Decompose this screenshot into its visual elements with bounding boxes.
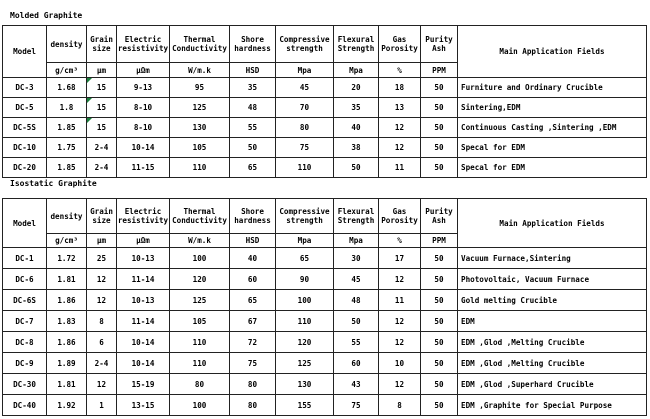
cell-ash: 50 bbox=[421, 374, 458, 395]
header-application: Main Application Fields bbox=[458, 26, 647, 78]
cell-application: Photovoltaic, Vacuum Furnace bbox=[458, 269, 647, 290]
unit-density: g/cm³ bbox=[47, 234, 87, 248]
cell-grain-size: 15 bbox=[87, 118, 117, 138]
cell-grain-size: 12 bbox=[87, 290, 117, 311]
cell-application: EDM ,Glod ,Melting Crucible bbox=[458, 353, 647, 374]
cell-porosity: 12 bbox=[379, 311, 421, 332]
cell-model: DC-40 bbox=[3, 395, 47, 416]
cell-flexural: 20 bbox=[334, 78, 379, 98]
cell-conductivity: 120 bbox=[170, 269, 230, 290]
header-density: density bbox=[47, 199, 87, 234]
cell-flexural: 50 bbox=[334, 158, 379, 178]
cell-model: DC-3 bbox=[3, 78, 47, 98]
cell-compressive: 45 bbox=[276, 78, 334, 98]
table-row bbox=[3, 395, 647, 416]
molded-header-row bbox=[3, 26, 647, 63]
header-thermal-conductivity: Thermal Conductivity bbox=[170, 26, 230, 63]
cell-resistivity: 10-14 bbox=[117, 332, 170, 353]
cell-grain-size: 15 bbox=[87, 98, 117, 118]
cell-compressive: 155 bbox=[276, 395, 334, 416]
cell-flexural: 60 bbox=[334, 353, 379, 374]
cell-grain-size: 25 bbox=[87, 248, 117, 269]
cell-density: 1.86 bbox=[47, 332, 87, 353]
cell-hardness: 80 bbox=[230, 395, 276, 416]
cell-compressive: 75 bbox=[276, 138, 334, 158]
table-row bbox=[3, 332, 647, 353]
cell-hardness: 50 bbox=[230, 138, 276, 158]
cell-density: 1.75 bbox=[47, 138, 87, 158]
cell-ash: 50 bbox=[421, 395, 458, 416]
table-row bbox=[3, 138, 647, 158]
cell-application: EDM ,Glod ,Melting Crucible bbox=[458, 332, 647, 353]
unit-conductivity: W/m.k bbox=[170, 63, 230, 78]
cell-flexural: 75 bbox=[334, 395, 379, 416]
cell-model: DC-10 bbox=[3, 138, 47, 158]
cell-density: 1.81 bbox=[47, 374, 87, 395]
header-shore-hardness: Shore hardness bbox=[230, 199, 276, 234]
unit-grain-size: μm bbox=[87, 234, 117, 248]
cell-porosity: 17 bbox=[379, 248, 421, 269]
cell-grain-size: 2-4 bbox=[87, 138, 117, 158]
cell-grain-size: 12 bbox=[87, 269, 117, 290]
cell-compressive: 70 bbox=[276, 98, 334, 118]
table-row bbox=[3, 290, 647, 311]
cell-application: Gold melting Crucible bbox=[458, 290, 647, 311]
cell-flexural: 48 bbox=[334, 290, 379, 311]
cell-application: Sintering,EDM bbox=[458, 98, 647, 118]
header-grain-size: Grain size bbox=[87, 26, 117, 63]
cell-compressive: 90 bbox=[276, 269, 334, 290]
cell-resistivity: 15-19 bbox=[117, 374, 170, 395]
cell-porosity: 8 bbox=[379, 395, 421, 416]
cell-conductivity: 110 bbox=[170, 353, 230, 374]
cell-conductivity: 100 bbox=[170, 248, 230, 269]
cell-resistivity: 9-13 bbox=[117, 78, 170, 98]
cell-model: DC-6 bbox=[3, 269, 47, 290]
cell-compressive: 65 bbox=[276, 248, 334, 269]
cell-compressive: 120 bbox=[276, 332, 334, 353]
table-row bbox=[3, 248, 647, 269]
table-row bbox=[3, 118, 647, 138]
cell-model: DC-9 bbox=[3, 353, 47, 374]
cell-ash: 50 bbox=[421, 248, 458, 269]
table-row bbox=[3, 158, 647, 178]
cell-ash: 50 bbox=[421, 78, 458, 98]
cell-resistivity: 11-14 bbox=[117, 269, 170, 290]
cell-grain-size: 1 bbox=[87, 395, 117, 416]
unit-compressive: Mpa bbox=[276, 63, 334, 78]
cell-resistivity: 10-13 bbox=[117, 248, 170, 269]
cell-application: Specal for EDM bbox=[458, 138, 647, 158]
cell-density: 1.89 bbox=[47, 353, 87, 374]
cell-flexural: 45 bbox=[334, 269, 379, 290]
cell-hardness: 67 bbox=[230, 311, 276, 332]
cell-compressive: 110 bbox=[276, 311, 334, 332]
cell-flexural: 30 bbox=[334, 248, 379, 269]
cell-conductivity: 100 bbox=[170, 395, 230, 416]
cell-porosity: 12 bbox=[379, 118, 421, 138]
cell-compressive: 125 bbox=[276, 353, 334, 374]
cell-grain-size: 8 bbox=[87, 311, 117, 332]
header-model: Model bbox=[3, 26, 47, 78]
table-row bbox=[3, 374, 647, 395]
cell-porosity: 10 bbox=[379, 353, 421, 374]
cell-hardness: 65 bbox=[230, 290, 276, 311]
unit-compressive: Mpa bbox=[276, 234, 334, 248]
cell-conductivity: 105 bbox=[170, 311, 230, 332]
cell-hardness: 40 bbox=[230, 248, 276, 269]
cell-hardness: 65 bbox=[230, 158, 276, 178]
cell-application: Furniture and Ordinary Crucible bbox=[458, 78, 647, 98]
table-row bbox=[3, 98, 647, 118]
unit-flexural: Mpa bbox=[334, 63, 379, 78]
table-row bbox=[3, 269, 647, 290]
header-density: density bbox=[47, 26, 87, 63]
cell-ash: 50 bbox=[421, 311, 458, 332]
cell-ash: 50 bbox=[421, 269, 458, 290]
cell-porosity: 12 bbox=[379, 269, 421, 290]
cell-model: DC-6S bbox=[3, 290, 47, 311]
header-application: Main Application Fields bbox=[458, 199, 647, 248]
cell-model: DC-20 bbox=[3, 158, 47, 178]
cell-compressive: 100 bbox=[276, 290, 334, 311]
cell-ash: 50 bbox=[421, 118, 458, 138]
cell-model: DC-30 bbox=[3, 374, 47, 395]
unit-conductivity: W/m.k bbox=[170, 234, 230, 248]
unit-ash: PPM bbox=[421, 63, 458, 78]
unit-porosity: % bbox=[379, 63, 421, 78]
cell-porosity: 13 bbox=[379, 98, 421, 118]
cell-conductivity: 125 bbox=[170, 98, 230, 118]
cell-density: 1.83 bbox=[47, 311, 87, 332]
header-gas-porosity: Gas Porosity bbox=[379, 26, 421, 63]
cell-model: DC-1 bbox=[3, 248, 47, 269]
cell-resistivity: 10-14 bbox=[117, 138, 170, 158]
isostatic-title: Isostatic Graphite bbox=[10, 179, 97, 188]
cell-hardness: 72 bbox=[230, 332, 276, 353]
cell-conductivity: 110 bbox=[170, 332, 230, 353]
header-electric-resistivity: Electric resistivity bbox=[117, 26, 170, 63]
unit-hardness: HSD bbox=[230, 63, 276, 78]
cell-density: 1.92 bbox=[47, 395, 87, 416]
header-shore-hardness: Shore hardness bbox=[230, 26, 276, 63]
cell-conductivity: 105 bbox=[170, 138, 230, 158]
cell-flexural: 50 bbox=[334, 311, 379, 332]
header-gas-porosity: Gas Porosity bbox=[379, 199, 421, 234]
cell-grain-size: 12 bbox=[87, 374, 117, 395]
cell-compressive: 110 bbox=[276, 158, 334, 178]
cell-model: DC-7 bbox=[3, 311, 47, 332]
cell-application: EDM ,Glod ,Superhard Crucible bbox=[458, 374, 647, 395]
cell-density: 1.72 bbox=[47, 248, 87, 269]
cell-conductivity: 125 bbox=[170, 290, 230, 311]
cell-hardness: 75 bbox=[230, 353, 276, 374]
header-model: Model bbox=[3, 199, 47, 248]
cell-application: Continuous Casting ,Sintering ,EDM bbox=[458, 118, 647, 138]
unit-ash: PPM bbox=[421, 234, 458, 248]
molded-table bbox=[2, 25, 647, 178]
cell-density: 1.85 bbox=[47, 118, 87, 138]
cell-porosity: 18 bbox=[379, 78, 421, 98]
cell-grain-size: 2-4 bbox=[87, 158, 117, 178]
cell-porosity: 12 bbox=[379, 138, 421, 158]
cell-application: Specal for EDM bbox=[458, 158, 647, 178]
cell-density: 1.86 bbox=[47, 290, 87, 311]
cell-hardness: 48 bbox=[230, 98, 276, 118]
header-electric-resistivity: Electric resistivity bbox=[117, 199, 170, 234]
cell-conductivity: 130 bbox=[170, 118, 230, 138]
header-thermal-conductivity: Thermal Conductivity bbox=[170, 199, 230, 234]
isostatic-header-row bbox=[3, 199, 647, 234]
cell-grain-size: 2-4 bbox=[87, 353, 117, 374]
cell-hardness: 60 bbox=[230, 269, 276, 290]
table-row bbox=[3, 311, 647, 332]
header-grain-size: Grain size bbox=[87, 199, 117, 234]
cell-ash: 50 bbox=[421, 138, 458, 158]
cell-application: Vacuum Furnace,Sintering bbox=[458, 248, 647, 269]
cell-resistivity: 11-14 bbox=[117, 311, 170, 332]
cell-hardness: 80 bbox=[230, 374, 276, 395]
unit-porosity: % bbox=[379, 234, 421, 248]
molded-title: Molded Graphite bbox=[10, 11, 83, 20]
header-compressive-strength: Compressive strength bbox=[276, 26, 334, 63]
table-row bbox=[3, 353, 647, 374]
header-purity-ash: Purity Ash bbox=[421, 199, 458, 234]
cell-ash: 50 bbox=[421, 158, 458, 178]
cell-density: 1.81 bbox=[47, 269, 87, 290]
cell-ash: 50 bbox=[421, 290, 458, 311]
header-flexural-strength: Flexural Strength bbox=[334, 26, 379, 63]
cell-flexural: 43 bbox=[334, 374, 379, 395]
cell-ash: 50 bbox=[421, 332, 458, 353]
unit-resistivity: μΩm bbox=[117, 234, 170, 248]
cell-grain-size: 6 bbox=[87, 332, 117, 353]
cell-hardness: 35 bbox=[230, 78, 276, 98]
cell-conductivity: 110 bbox=[170, 158, 230, 178]
cell-application: EDM ,Graphite for Special Purpose bbox=[458, 395, 647, 416]
header-purity-ash: Purity Ash bbox=[421, 26, 458, 63]
cell-flexural: 55 bbox=[334, 332, 379, 353]
cell-grain-size: 15 bbox=[87, 78, 117, 98]
cell-flexural: 35 bbox=[334, 98, 379, 118]
table-row bbox=[3, 78, 647, 98]
cell-flexural: 38 bbox=[334, 138, 379, 158]
cell-hardness: 55 bbox=[230, 118, 276, 138]
cell-porosity: 11 bbox=[379, 158, 421, 178]
cell-model: DC-5S bbox=[3, 118, 47, 138]
unit-grain-size: μm bbox=[87, 63, 117, 78]
header-flexural-strength: Flexural Strength bbox=[334, 199, 379, 234]
cell-application: EDM bbox=[458, 311, 647, 332]
unit-hardness: HSD bbox=[230, 234, 276, 248]
cell-porosity: 12 bbox=[379, 332, 421, 353]
unit-flexural: Mpa bbox=[334, 234, 379, 248]
cell-ash: 50 bbox=[421, 353, 458, 374]
isostatic-table bbox=[2, 198, 647, 416]
cell-model: DC-8 bbox=[3, 332, 47, 353]
cell-density: 1.8 bbox=[47, 98, 87, 118]
cell-porosity: 11 bbox=[379, 290, 421, 311]
cell-resistivity: 13-15 bbox=[117, 395, 170, 416]
unit-resistivity: μΩm bbox=[117, 63, 170, 78]
cell-ash: 50 bbox=[421, 98, 458, 118]
cell-flexural: 40 bbox=[334, 118, 379, 138]
cell-conductivity: 95 bbox=[170, 78, 230, 98]
cell-resistivity: 11-15 bbox=[117, 158, 170, 178]
cell-resistivity: 8-10 bbox=[117, 98, 170, 118]
unit-density: g/cm³ bbox=[47, 63, 87, 78]
cell-density: 1.68 bbox=[47, 78, 87, 98]
cell-porosity: 12 bbox=[379, 374, 421, 395]
cell-resistivity: 10-14 bbox=[117, 353, 170, 374]
cell-resistivity: 10-13 bbox=[117, 290, 170, 311]
cell-compressive: 80 bbox=[276, 118, 334, 138]
header-compressive-strength: Compressive strength bbox=[276, 199, 334, 234]
cell-model: DC-5 bbox=[3, 98, 47, 118]
cell-density: 1.85 bbox=[47, 158, 87, 178]
cell-compressive: 130 bbox=[276, 374, 334, 395]
cell-conductivity: 80 bbox=[170, 374, 230, 395]
cell-resistivity: 8-10 bbox=[117, 118, 170, 138]
